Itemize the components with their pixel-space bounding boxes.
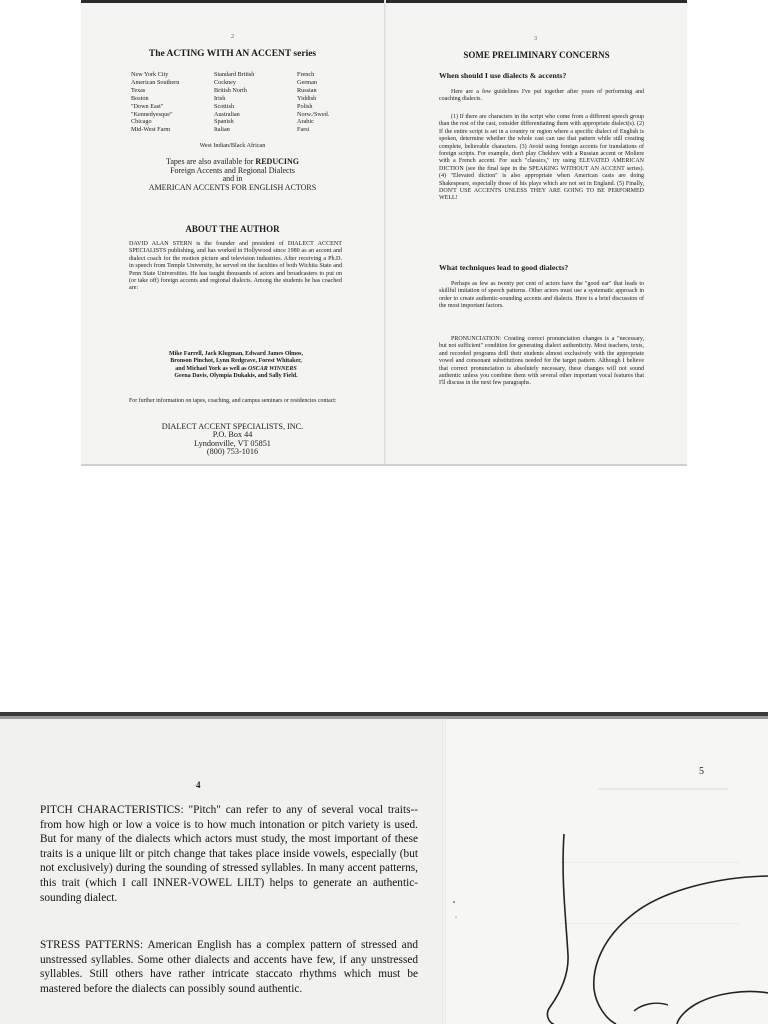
accent-item: "Kennedyesque" <box>131 110 173 118</box>
outline-stroke <box>594 876 768 1024</box>
question-heading: When should I use dialects & accents? <box>439 71 567 80</box>
students-line: Mike Farrell, Jack Klugman, Edward James Olmos, <box>168 351 304 357</box>
accent-item: Scottish <box>214 102 234 110</box>
accent-item: British North <box>214 86 247 94</box>
accent-item: Australian <box>214 110 240 118</box>
author-bio: DAVID ALAN STERN is the founder and president of DIALECT ACCENT SPECIALISTS publishing, and has worked in Hollywood since 1980 as an accent and dialect coach for the motion picture and television industries. After receiving a Ph.D. in speech from Temple University, he served on the faculties of both Wichita State and Penn State Universities. He has taught thousands of actors and broadcasters to put on (or take off) foreign accents and regional dialects. Among the students he has coached are: <box>129 241 342 292</box>
tapes-text: AMERICAN ACCENTS FOR ENGLISH ACTORS <box>148 182 317 192</box>
accent-item-wide: West Indian/Black African <box>199 142 266 149</box>
outline-stroke <box>634 1003 668 1011</box>
accent-list-col1 <box>131 71 179 134</box>
accent-item: German <box>297 78 317 86</box>
accent-list-col2 <box>214 71 254 134</box>
speck <box>453 901 455 903</box>
top-page-spread <box>81 0 687 466</box>
series-title: The ACTING WITH AN ACCENT series <box>148 49 317 59</box>
page-3 <box>386 0 687 466</box>
question-heading: What techniques lead to good dialects? <box>439 263 569 272</box>
tapes-bold: REDUCING <box>255 157 299 166</box>
students-list <box>121 351 351 380</box>
stress-paragraph: STRESS PATTERNS: American English has a complex pattern of stressed and unstressed syllables. Some other dialects and accents have few, if any unstressed syllables. Still others have rather intricate staccato rhythms which must be mastered before the dialects can possibly sound authentic. <box>40 939 418 995</box>
oscar-winners-label: OSCAR WINNERS <box>248 365 297 372</box>
accent-item: American Southern <box>131 78 180 86</box>
accent-item: "Down East" <box>131 102 164 110</box>
tapes-text: Tapes are also available for <box>166 157 256 166</box>
section-title: SOME PRELIMINARY CONCERNS <box>463 50 610 60</box>
outline-stroke <box>677 991 768 1024</box>
accent-item: Cockney <box>214 78 236 86</box>
intro-paragraph: Here are a few guidelines I've put together after years of performing and coaching dialects. <box>439 89 644 103</box>
accent-item: Polish <box>297 102 313 110</box>
page-2 <box>81 0 384 466</box>
tapes-text: and in <box>222 174 243 184</box>
tapes-text: Foreign Accents and Regional Dialects <box>170 165 295 175</box>
tapes-notice <box>81 158 384 192</box>
pitch-paragraph: PITCH CHARACTERISTICS: "Pitch" can refer to any of several vocal traits--from how high or low a voice is to how much intonation or pitch variety is used. But for many of the dialects which actors must study, the most important of these traits is a unique lilt or pitch change that takes place inside vowels, especially (but not exclusively) during the sounding of stressed syllables. In many accent patterns, this trait (which I call INNER-VOWEL LILT) helps to generate an authentic-sounding dialect. <box>40 804 418 904</box>
accent-item: Russian <box>297 86 317 94</box>
accent-item: Boston <box>131 94 149 102</box>
accent-item: Italian <box>214 126 230 134</box>
accent-item: Farsi <box>297 126 310 134</box>
accent-item: New York City <box>131 71 169 78</box>
students-line: and Michael York as well as <box>175 365 249 372</box>
page-number: 5 <box>699 766 704 777</box>
accent-item: Irish <box>214 94 226 102</box>
contact-box: P.O. Box 44 <box>212 430 253 440</box>
pronunciation-paragraph: PRONUNCIATION: Creating correct pronunciation changes is a "necessary, but not sufficient" condition for generating dialect authenticity. Most teachers, texts, and recorded programs drill their students almost exclusively with the appropriate vowel and consonant substitutions needed for the target pattern. Although I believe that correct pronunciation is absolutely necessary, these changes will not sound authentic unless you combine them with several other important vocal features that I'll discuss in the next few paragraphs. <box>439 336 644 387</box>
accent-item: Standard British <box>214 71 255 78</box>
accent-item: Yiddish <box>297 94 317 102</box>
accent-item: Mid-West Farm <box>131 126 171 134</box>
accent-item: Spanish <box>214 118 234 126</box>
about-author-heading: ABOUT THE AUTHOR <box>185 224 280 234</box>
contact-phone: (800) 753-1016 <box>206 446 259 456</box>
page-number: 2 <box>231 34 234 40</box>
vocal-tract-outline <box>446 719 768 1024</box>
students-line: Geena Davis, Olympia Dukakis, and Sally Field. <box>174 372 298 379</box>
outline-stroke <box>547 834 568 1024</box>
accent-item: Norw./Swed. <box>297 110 330 118</box>
accent-item: Chicago <box>131 118 152 126</box>
contact-city: Lyndonville, VT 05851 <box>194 438 271 448</box>
techniques-paragraph: Perhaps as few as twenty per cent of actors have the "good ear" that leads to skillful imitation of speech patterns. Other actors must use a systematic approach in order to create authentic-sounding accents and dialects. Here is a brief discussion of the most important factors. <box>439 281 644 310</box>
accent-list-col3 <box>297 71 329 134</box>
further-info: For further information on tapes, coaching, and campus seminars or residencies contact: <box>129 398 337 404</box>
bottom-page-spread <box>0 712 768 1024</box>
page-number: 3 <box>534 36 537 42</box>
students-line: Bronson Pinchot, Lynn Redgrave, Forest Whitaker, <box>170 358 302 365</box>
accent-item: Arabic <box>297 118 314 126</box>
speck <box>455 916 457 918</box>
page-number: 4 <box>196 780 201 790</box>
contact-name: DIALECT ACCENT SPECIALISTS, INC. <box>161 422 304 431</box>
contact-address <box>81 423 384 456</box>
guidelines-paragraph: (1) If there are characters in the script who come from a different speech group than the rest of the cast, consider differentiating them with appropriate dialect(s). (2) If the entire script is set in a country or region where a specific dialect of English is spoken, determine whether the whole cast can use that pattern while still creating complete, believable characters. (3) Avoid using foreign accents for translations of foreign scripts. For example, don't play Chekhov with a Russian accent or Moliere with a French accent. For such "classics," try using ELEVATED AMERICAN DICTION (see the final tape in the SPEAKING WITHOUT AN ACCENT series). (4) "Elevated diction" is also appropriate when American casts are doing Shakespeare, especially those of his plays which are not set in England. (5) Finally, DON'T USE ACCENTS UNLESS THEY ARE GOING TO BE PERFORMED WELL! <box>439 114 644 202</box>
accent-item: Texas <box>131 86 146 94</box>
accent-item: French <box>297 71 315 78</box>
